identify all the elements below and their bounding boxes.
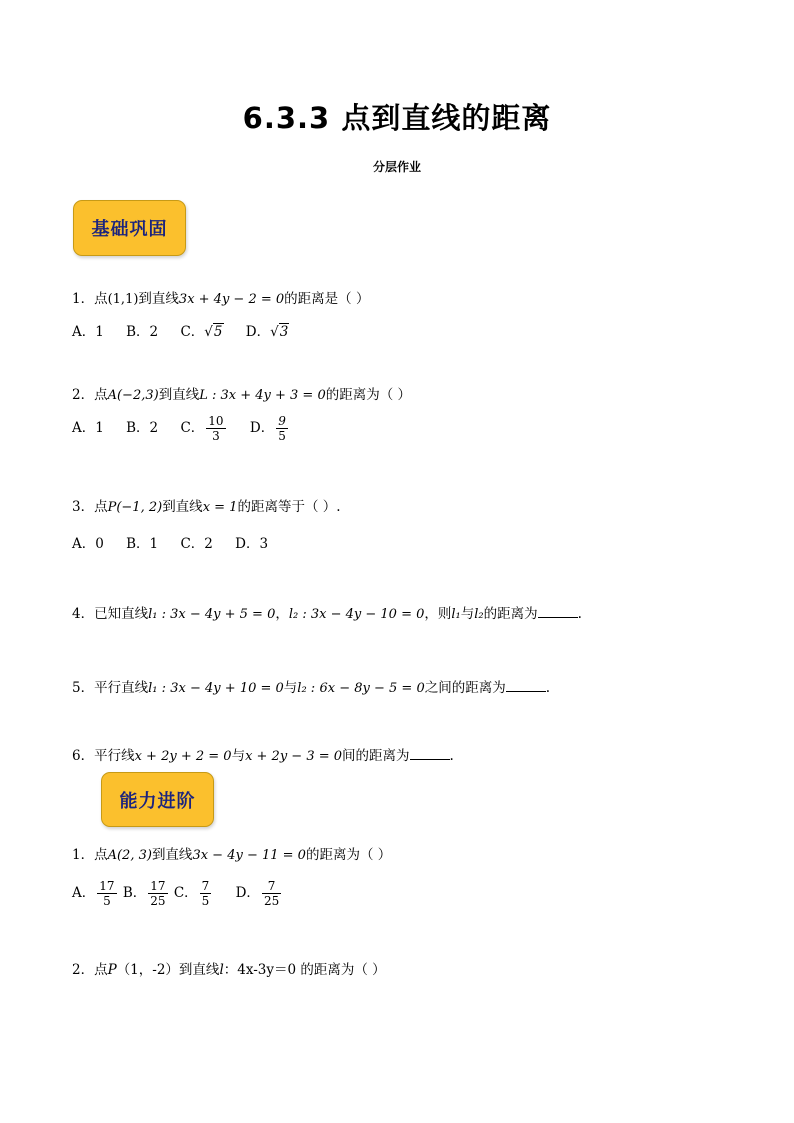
options-basic-1: A．1 B．2 C．√5 D．√3 xyxy=(72,324,289,340)
option-c: C． xyxy=(180,324,205,340)
options-basic-3 xyxy=(72,534,268,554)
section-label: 能力进阶 xyxy=(119,790,196,812)
question-basic-4: 4．已知直线l₁ : 3x − 4y + 5 = 0，l₂ : 3x − 4y − 10 = 0，则l₁与l₂的距离为 . xyxy=(72,603,582,625)
option-a: A．1 xyxy=(72,420,104,436)
section-label: 基础巩固 xyxy=(91,219,168,240)
question-advanced-2: 2．点P（1，-2）到直线l：4x-3y＝0 的距离为（ ） xyxy=(72,962,386,978)
question-basic-5: 5．平行直线l₁ : 3x − 4y + 10 = 0与l₂ : 6x − 8y − 5 = 0之间的距离为 . xyxy=(72,677,550,699)
option-b: B．2 xyxy=(126,420,159,436)
option-b: B．2 xyxy=(126,324,159,340)
option-d: D． xyxy=(235,885,260,901)
option-c: C． xyxy=(180,420,205,436)
section-badge-advanced xyxy=(101,772,214,827)
section-badge-basic xyxy=(73,200,186,256)
answer-blank xyxy=(410,745,450,760)
question-basic-2: 2．点A(−2,3)到直线L : 3x + 4y + 3 = 0的距离为（ ） xyxy=(72,387,412,403)
question-basic-1: 1．点(1,1)到直线3x + 4y − 2 = 0的距离是（ ） xyxy=(72,291,370,307)
option-d: D． xyxy=(245,324,271,340)
answer-blank xyxy=(538,603,578,618)
option-c: C． xyxy=(173,885,198,901)
options-advanced-1: A． $\frac{17}{5}$ B． $\frac{17}{25}$ C． $\frac{7}{5}$ D． $\frac{7}{25}$ xyxy=(72,879,280,908)
question-basic-6: 6．平行线x + 2y + 2 = 0与x + 2y − 3 = 0间的距离为 . xyxy=(72,745,454,767)
option-a: A．1 xyxy=(72,324,104,340)
option-b: B．1 xyxy=(126,536,159,552)
option-c: C．2 xyxy=(180,536,213,552)
option-d: D．3 xyxy=(235,536,269,552)
option-d: D． xyxy=(249,420,275,436)
page-title: 6.3.3 点到直线的距离 xyxy=(242,101,552,135)
option-a: A． xyxy=(72,885,96,901)
option-b: B． xyxy=(122,885,147,901)
options-basic-2: A．1 B．2 C． $\frac{10}{3}$ D． $\frac{9}{5}$ xyxy=(72,414,286,443)
page-subtitle: 分层作业 xyxy=(372,160,421,174)
answer-blank xyxy=(506,677,546,692)
option-a: A．0 xyxy=(72,536,104,552)
question-advanced-1: 1．点A(2, 3)到直线3x − 4y − 11 = 0的距离为（ ） xyxy=(72,847,392,863)
question-basic-3: 3．点P(−1, 2)到直线x = 1的距离等于（ ）. xyxy=(72,499,341,515)
